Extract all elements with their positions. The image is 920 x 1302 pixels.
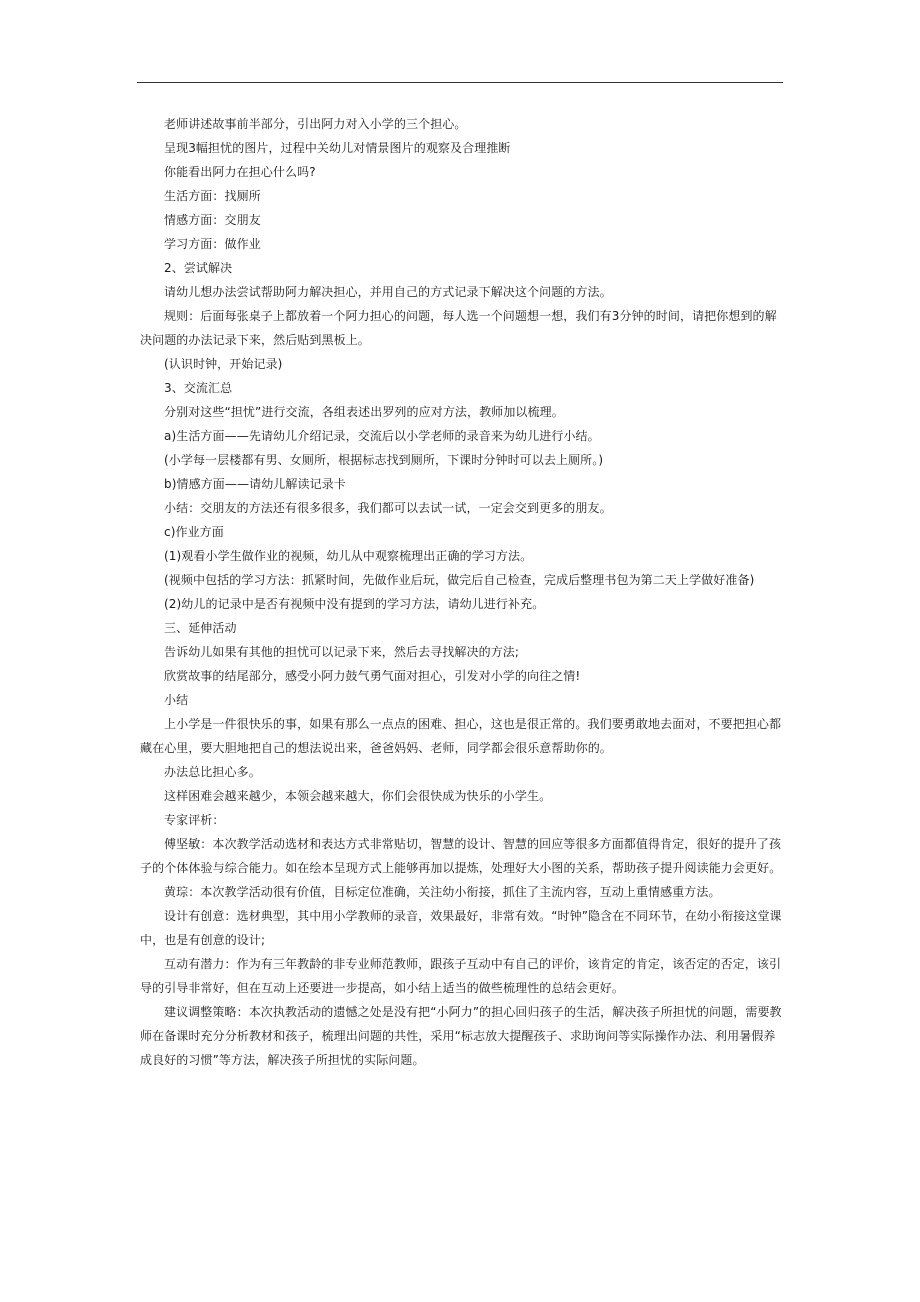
paragraph-review-huang: 黄琮：本次教学活动很有价值，目标定位准确，关注幼小衔接，抓住了主流内容，互动上重情感重方法。 <box>164 885 721 899</box>
paragraph-rules: 规则：后面每张桌子上都放着一个阿力担心的问题，每人选一个问题想一想，我们有3分钟的时间，请把你想到的解决问题的办法记录下来，然后贴到黑板上。 <box>140 309 777 347</box>
header-rule <box>137 82 783 83</box>
paragraph-interaction-potential: 互动有潜力：作为有三年教龄的非专业师范教师，跟孩子互动中有自己的评价，该肯定的肯定，该否定的否定，该引导的引导非常好，但在互动上还要进一步提高，如小结上适当的做些梳理性的总结会更好。 <box>140 957 782 995</box>
paragraph-a-life: a)生活方面——先请幼儿介绍记录，交流后以小学老师的录音来为幼儿进行小结。 <box>164 429 600 443</box>
paragraph-intro-story: 老师讲述故事前半部分，引出阿力对入小学的三个担心。 <box>164 117 467 131</box>
paragraph-exchange: 分别对这些“担忧”进行交流，各组表述出罗列的应对方法，教师加以梳理。 <box>164 405 564 419</box>
paragraph-study-aspect: 学习方面：做作业 <box>164 237 261 251</box>
paragraph-question: 你能看出阿力在担心什么吗? <box>164 165 316 179</box>
paragraph-b-summary: 小结：交朋友的方法还有很多很多，我们都可以去试一试，一定会交到更多的朋友。 <box>164 501 612 515</box>
paragraph-c-homework: c)作业方面 <box>164 525 224 539</box>
paragraph-less-difficulty: 这样困难会越来越少，本领会越来越大，你们会很快成为快乐的小学生。 <box>164 789 552 803</box>
document-body <box>140 112 783 1072</box>
paragraph-life-aspect: 生活方面：找厕所 <box>164 189 261 203</box>
paragraph-adjust-strategy: 建议调整策略：本次执教活动的遗憾之处是没有把“小阿力”的担心回归孩子的生活，解决孩子所担忧的问题，需要教师在备课时充分分析教材和孩子，梳理出问题的共性，采用“标志放大提醒孩子、求助询问等实际操作办法、利用暑假养成良好的习惯”等方法，解决孩子所担忧的实际问题。 <box>140 1005 782 1067</box>
paragraph-a-note: (小学每一层楼都有男、女厕所，根据标志找到厕所，下课时分钟时可以去上厕所。) <box>164 453 604 467</box>
paragraph-b-emotion: b)情感方面——请幼儿解读记录卡 <box>164 477 346 491</box>
paragraph-c-video-note: (视频中包括的学习方法：抓紧时间，先做作业后玩，做完后自己检查，完成后整理书包为第二天上学做好准备) <box>164 573 755 587</box>
paragraph-summary-body: 上小学是一件很快乐的事，如果有那么一点点的困难、担心，这也是很正常的。我们要勇敢地去面对，不要把担心都藏在心里，要大胆地把自己的想法说出来，爸爸妈妈、老师，同学都会很乐意帮助你的。 <box>140 717 782 755</box>
paragraph-clock-note: (认识时钟，开始记录) <box>164 357 283 371</box>
paragraph-c-2: (2)幼儿的记录中是否有视频中没有提到的学习方法，请幼儿进行补充。 <box>164 597 545 611</box>
heading-expert-review: 专家评析： <box>164 813 225 827</box>
paragraph-review-fu: 傅坚敏：本次教学活动选材和表达方式非常贴切，智慧的设计、智慧的回应等很多方面都值得肯定，很好的提升了孩子的个体体验与综合能力。如在绘本呈现方式上能够再加以提炼，处理好大小图的关系，帮助孩子提升阅读能力会更好。 <box>140 837 782 875</box>
paragraph-design-creative: 设计有创意：选材典型，其中用小学教师的录音，效果最好，非常有效。“时钟”隐含在不同环节，在幼小衔接这堂课中，也是有创意的设计; <box>140 909 782 947</box>
heading-summary: 小结 <box>164 693 189 707</box>
paragraph-tell-children: 告诉幼儿如果有其他的担忧可以记录下来，然后去寻找解决的方法; <box>164 645 520 659</box>
paragraph-more-ways: 办法总比担心多。 <box>164 765 261 779</box>
paragraph-emotion-aspect: 情感方面：交朋友 <box>164 213 261 227</box>
paragraph-ask-children: 请幼儿想办法尝试帮助阿力解决担心，并用自己的方式记录下解决这个问题的方法。 <box>164 285 612 299</box>
section-heading-try-solve: 2、尝试解决 <box>164 261 233 275</box>
section-heading-extension: 三、延伸活动 <box>164 621 237 635</box>
paragraph-c-1: (1)观看小学生做作业的视频，幼儿从中观察梳理出正确的学习方法。 <box>164 549 533 563</box>
section-heading-summary: 3、交流汇总 <box>164 381 233 395</box>
paragraph-appreciate-ending: 欣赏故事的结尾部分，感受小阿力鼓气勇气面对担心，引发对小学的向往之情! <box>164 669 581 683</box>
paragraph-show-pictures: 呈现3幅担忧的图片，过程中关幼儿对情景图片的观察及合理推断 <box>164 141 511 155</box>
